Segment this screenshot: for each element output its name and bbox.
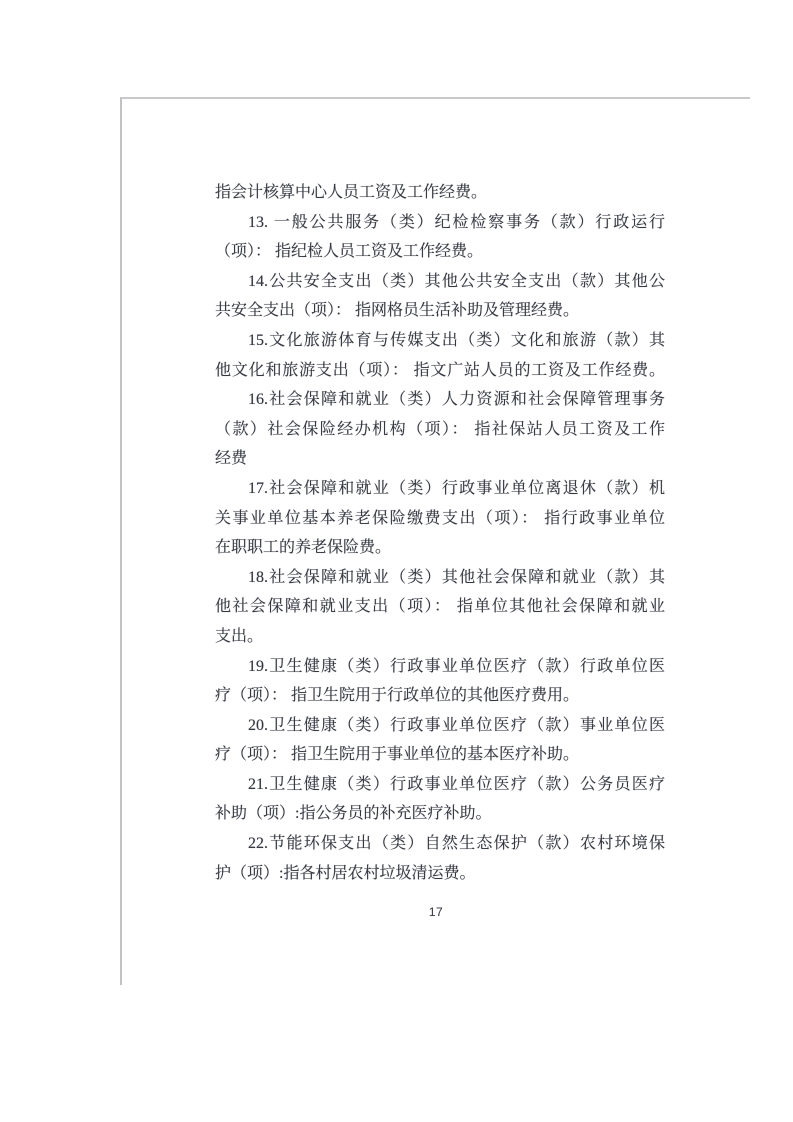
text-line: 经费 bbox=[215, 450, 248, 468]
text-line: 他社会保障和就业支出（项）： 指单位其他社会保障和就业 bbox=[215, 598, 665, 616]
text-line: 14.公共安全支出（类）其他公共安全支出（款）其他公 bbox=[248, 272, 665, 290]
text-line: 关事业单位基本养老保险缴费支出（项）： 指行政事业单位 bbox=[215, 509, 665, 527]
page-number: 17 bbox=[428, 905, 444, 919]
text-line: 支出。 bbox=[215, 627, 264, 645]
text-line: 指会计核算中心人员工资及工作经费。 bbox=[215, 184, 488, 201]
text-line: 17.社会保障和就业（类）行政事业单位离退休（款）机 bbox=[248, 479, 665, 497]
text-line: （款）社会保险经办机构（项）： 指社保站人员工资及工作 bbox=[215, 420, 665, 438]
text-line: 他文化和旅游支出（项）： 指文广站人员的工资及工作经费。 bbox=[215, 361, 665, 379]
document-page bbox=[120, 97, 750, 985]
text-line: 15.文化旅游体育与传媒支出（类）文化和旅游（款）其 bbox=[248, 331, 665, 349]
text-line: 19.卫生健康（类）行政事业单位医疗（款）行政单位医 bbox=[248, 657, 665, 675]
text-line: 20.卫生健康（类）行政事业单位医疗（款）事业单位医 bbox=[248, 716, 665, 734]
text-line: 护（项）:指各村居农村垃圾清运费。 bbox=[215, 864, 476, 882]
text-line: 21.卫生健康（类）行政事业单位医疗（款）公务员医疗 bbox=[248, 775, 665, 793]
text-line: 16.社会保障和就业（类）人力资源和社会保障管理事务 bbox=[248, 391, 665, 409]
text-line: 在职职工的养老保险费。 bbox=[215, 539, 392, 557]
text-line: 18.社会保障和就业（类）其他社会保障和就业（款）其 bbox=[248, 568, 665, 586]
text-line: 共安全支出（项）： 指网格员生活补助及管理经费。 bbox=[215, 302, 580, 320]
text-line: 22.节能环保支出（类）自然生态保护（款）农村环境保 bbox=[248, 835, 665, 853]
text-line: 13. 一般公共服务（类）纪检检察事务（款）行政运行 bbox=[248, 213, 665, 231]
text-line: 补助（项）:指公务员的补充医疗补助。 bbox=[215, 805, 492, 823]
text-line: 疗（项）： 指卫生院用于事业单位的基本医疗补助。 bbox=[215, 746, 580, 764]
text-line: 疗（项）： 指卫生院用于行政单位的其他医疗费用。 bbox=[215, 687, 580, 705]
body-text-block bbox=[215, 178, 665, 888]
text-line: （项）： 指纪检人员工资及工作经费。 bbox=[215, 243, 484, 261]
